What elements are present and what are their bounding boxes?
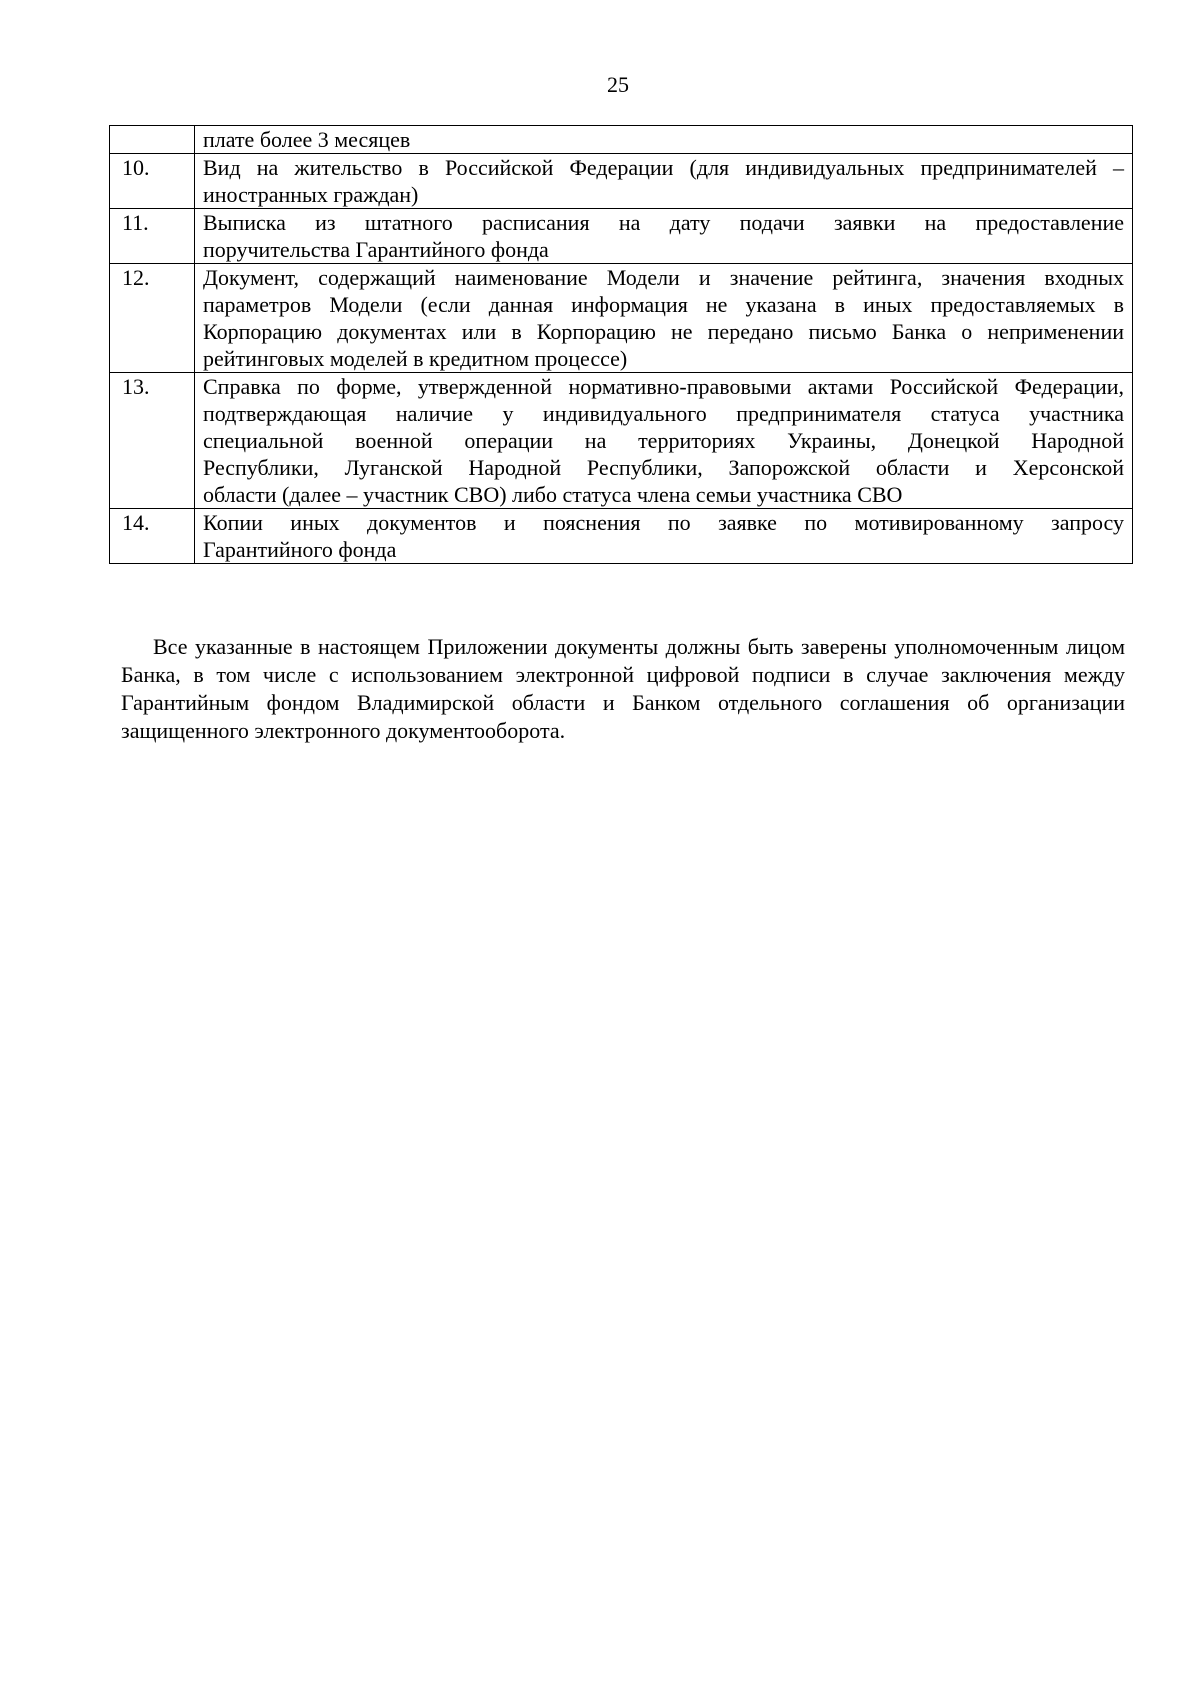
row-number: 10. — [110, 154, 195, 209]
row-text — [195, 126, 1133, 154]
table-row — [110, 373, 1133, 509]
footer-paragraph: Все указанные в настоящем Приложении документы должны быть заверены уполномоченным лицом Банка, в том числе с использованием электронной цифровой подписи в случае заключения между Гарантийным фондом Владимирской области и Банком отдельного соглашения об организации защищенного электронного документооборота. — [121, 634, 1125, 743]
row-text-line: специальной военной операции на территориях Украины, Донецкой Народной — [203, 428, 1124, 453]
row-number: 13. — [110, 373, 195, 509]
row-text-line: рейтинговых моделей в кредитном процессе) — [203, 346, 628, 371]
row-text-line: иностранных граждан) — [203, 182, 419, 207]
row-text — [195, 154, 1133, 209]
table-row — [110, 509, 1133, 564]
row-text-line: Корпорацию документах или в Корпорацию не передано письмо Банка о неприменении — [203, 319, 1124, 344]
documents-table — [109, 125, 1133, 564]
row-text — [195, 264, 1133, 373]
row-number: 11. — [110, 209, 195, 264]
row-text-line: Документ, содержащий наименование Модели и значение рейтинга, значения входных — [203, 265, 1124, 290]
row-text — [195, 509, 1133, 564]
row-text-line: подтверждающая наличие у индивидуального предпринимателя статуса участника — [203, 401, 1124, 426]
table-row — [110, 126, 1133, 154]
row-text-line: Копии иных документов и пояснения по заявке по мотивированному запросу — [203, 510, 1124, 535]
row-number: 14. — [110, 509, 195, 564]
row-text-line: плате более 3 месяцев — [203, 127, 411, 152]
row-text — [195, 373, 1133, 509]
row-text-line: области (далее – участник СВО) либо статуса члена семьи участника СВО — [203, 482, 903, 507]
table-row — [110, 264, 1133, 373]
row-text — [195, 209, 1133, 264]
row-text-line: Вид на жительство в Российской Федерации (для индивидуальных предпринимателей – — [203, 155, 1124, 180]
row-text-line: Выписка из штатного расписания на дату подачи заявки на предоставление — [203, 210, 1124, 235]
table-row — [110, 154, 1133, 209]
row-text-line: Гарантийного фонда — [203, 537, 397, 562]
row-number: 12. — [110, 264, 195, 373]
row-text-line: параметров Модели (если данная информация не указана в иных предоставляемых в — [203, 292, 1124, 317]
row-text-line: Республики, Луганской Народной Республики, Запорожской области и Херсонской — [203, 455, 1124, 480]
row-number — [110, 126, 195, 154]
row-text-line: поручительства Гарантийного фонда — [203, 237, 549, 262]
page-number: 25 — [607, 72, 629, 97]
documents-table-body — [110, 126, 1133, 564]
row-text-line: Справка по форме, утвержденной нормативно-правовыми актами Российской Федерации, — [203, 374, 1124, 399]
table-row — [110, 209, 1133, 264]
